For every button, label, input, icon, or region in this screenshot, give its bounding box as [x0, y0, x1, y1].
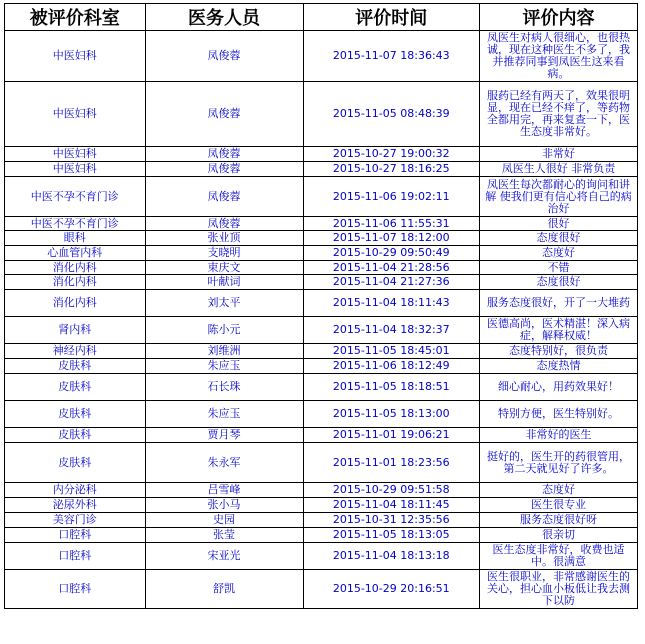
staff-cell: 凤俊蓉 [145, 177, 303, 217]
header-department: 被评价科室 [5, 4, 146, 31]
content-cell: 服药已经有两天了，效果很明显，现在已经不痒了，等药物全都用完，再来复查一下，医生态度非常好。 [479, 82, 637, 147]
content-cell: 医德高尚，医术精湛！深入病症，解释权威！ [479, 317, 637, 344]
staff-cell: 凤俊蓉 [145, 217, 303, 231]
staff-cell: 凤俊蓉 [145, 147, 303, 162]
content-cell: 凤医生人很好 非常负责 [479, 162, 637, 177]
table-row [5, 401, 638, 428]
time-cell: 2015-10-27 18:16:25 [303, 162, 479, 177]
time-cell: 2015-11-05 18:45:01 [303, 344, 479, 359]
table-row [5, 443, 638, 483]
staff-cell: 石长珠 [145, 374, 303, 401]
department-cell: 消化内科 [5, 261, 146, 275]
staff-cell: 束庆文 [145, 261, 303, 275]
table-row [5, 317, 638, 344]
staff-cell: 贾月琴 [145, 428, 303, 443]
header-content: 评价内容 [479, 4, 637, 31]
table-row [5, 31, 638, 82]
time-cell: 2015-10-31 12:35:56 [303, 513, 479, 528]
staff-cell: 凤俊蓉 [145, 162, 303, 177]
staff-cell: 支晓明 [145, 246, 303, 261]
department-cell: 泌尿外科 [5, 498, 146, 513]
content-cell: 非常好的医生 [479, 428, 637, 443]
staff-cell: 朱应玉 [145, 401, 303, 428]
content-cell: 服务态度很好，开了一大堆药 [479, 290, 637, 317]
table-row [5, 246, 638, 261]
table-row [5, 261, 638, 275]
table-row [5, 570, 638, 609]
content-cell: 态度特别好，很负责 [479, 344, 637, 359]
staff-cell: 凤俊蓉 [145, 31, 303, 82]
staff-cell: 凤俊蓉 [145, 82, 303, 147]
department-cell: 口腔科 [5, 528, 146, 543]
content-cell: 服务态度很好呀 [479, 513, 637, 528]
department-cell: 皮肤科 [5, 374, 146, 401]
time-cell: 2015-11-01 18:23:56 [303, 443, 479, 483]
content-cell: 医生很专业 [479, 498, 637, 513]
staff-cell: 宋亚光 [145, 543, 303, 570]
time-cell: 2015-11-07 18:12:00 [303, 231, 479, 246]
table-row [5, 177, 638, 217]
time-cell: 2015-11-06 18:12:49 [303, 359, 479, 374]
department-cell: 中医妇科 [5, 31, 146, 82]
time-cell: 2015-11-05 18:13:05 [303, 528, 479, 543]
table-row [5, 217, 638, 231]
time-cell: 2015-10-29 09:50:49 [303, 246, 479, 261]
table-row [5, 528, 638, 543]
content-cell: 不错 [479, 261, 637, 275]
staff-cell: 朱应玉 [145, 359, 303, 374]
department-cell: 口腔科 [5, 543, 146, 570]
content-cell: 特别方便，医生特别好。 [479, 401, 637, 428]
table-row [5, 231, 638, 246]
header-staff: 医务人员 [145, 4, 303, 31]
time-cell: 2015-11-07 18:36:43 [303, 31, 479, 82]
table-row [5, 82, 638, 147]
header-time: 评价时间 [303, 4, 479, 31]
content-cell: 很好 [479, 217, 637, 231]
content-cell: 非常好 [479, 147, 637, 162]
time-cell: 2015-11-05 08:48:39 [303, 82, 479, 147]
department-cell: 中医不孕不育门诊 [5, 217, 146, 231]
table-row [5, 428, 638, 443]
time-cell: 2015-10-27 19:00:32 [303, 147, 479, 162]
staff-cell: 史园 [145, 513, 303, 528]
time-cell: 2015-11-04 18:32:37 [303, 317, 479, 344]
content-cell: 挺好的，医生开的药很管用，第二天就见好了许多。 [479, 443, 637, 483]
content-cell: 态度很好 [479, 275, 637, 290]
table-row [5, 162, 638, 177]
department-cell: 中医妇科 [5, 82, 146, 147]
department-cell: 消化内科 [5, 290, 146, 317]
table-row [5, 513, 638, 528]
content-cell: 态度热情 [479, 359, 637, 374]
content-cell: 态度好 [479, 246, 637, 261]
table-row [5, 147, 638, 162]
table-row [5, 543, 638, 570]
evaluation-table [4, 3, 638, 609]
time-cell: 2015-11-04 18:13:18 [303, 543, 479, 570]
content-cell: 凤医生对病人很细心，也很热诚，现在这种医生不多了，我并推荐同事到凤医生这来看病。 [479, 31, 637, 82]
staff-cell: 张小马 [145, 498, 303, 513]
staff-cell: 刘太平 [145, 290, 303, 317]
department-cell: 肾内科 [5, 317, 146, 344]
staff-cell: 叶献词 [145, 275, 303, 290]
content-cell: 态度很好 [479, 231, 637, 246]
department-cell: 神经内科 [5, 344, 146, 359]
time-cell: 2015-11-05 18:13:00 [303, 401, 479, 428]
department-cell: 中医不孕不育门诊 [5, 177, 146, 217]
content-cell: 态度好 [479, 483, 637, 498]
content-cell: 医生态度非常好，收费也适中。很满意 [479, 543, 637, 570]
staff-cell: 朱永军 [145, 443, 303, 483]
department-cell: 皮肤科 [5, 401, 146, 428]
department-cell: 美容门诊 [5, 513, 146, 528]
content-cell: 凤医生每次都耐心的询问和讲解 使我们更有信心将自己的病治好 [479, 177, 637, 217]
department-cell: 皮肤科 [5, 428, 146, 443]
staff-cell: 陈小元 [145, 317, 303, 344]
staff-cell: 张业顶 [145, 231, 303, 246]
time-cell: 2015-11-04 18:11:43 [303, 290, 479, 317]
department-cell: 中医妇科 [5, 147, 146, 162]
table-row [5, 290, 638, 317]
department-cell: 皮肤科 [5, 359, 146, 374]
time-cell: 2015-11-06 19:02:11 [303, 177, 479, 217]
content-cell: 医生很职业，非常感谢医生的关心，担心血小板低让我去测下以防 [479, 570, 637, 609]
time-cell: 2015-11-04 21:28:56 [303, 261, 479, 275]
content-cell: 细心耐心，用药效果好！ [479, 374, 637, 401]
time-cell: 2015-11-04 21:27:36 [303, 275, 479, 290]
time-cell: 2015-11-06 11:55:31 [303, 217, 479, 231]
time-cell: 2015-11-04 18:11:45 [303, 498, 479, 513]
department-cell: 内分泌科 [5, 483, 146, 498]
table-row [5, 374, 638, 401]
time-cell: 2015-10-29 20:16:51 [303, 570, 479, 609]
department-cell: 眼科 [5, 231, 146, 246]
table-row [5, 483, 638, 498]
table-row [5, 359, 638, 374]
staff-cell: 舒凯 [145, 570, 303, 609]
time-cell: 2015-11-05 18:18:51 [303, 374, 479, 401]
header-row [5, 4, 638, 31]
table-row [5, 344, 638, 359]
staff-cell: 张莹 [145, 528, 303, 543]
staff-cell: 刘维洲 [145, 344, 303, 359]
content-cell: 很亲切 [479, 528, 637, 543]
staff-cell: 吕雪峰 [145, 483, 303, 498]
table-body [5, 31, 638, 609]
time-cell: 2015-11-01 19:06:21 [303, 428, 479, 443]
time-cell: 2015-10-29 09:51:58 [303, 483, 479, 498]
department-cell: 消化内科 [5, 275, 146, 290]
table-row [5, 275, 638, 290]
department-cell: 口腔科 [5, 570, 146, 609]
department-cell: 皮肤科 [5, 443, 146, 483]
department-cell: 中医妇科 [5, 162, 146, 177]
department-cell: 心血管内科 [5, 246, 146, 261]
table-row [5, 498, 638, 513]
